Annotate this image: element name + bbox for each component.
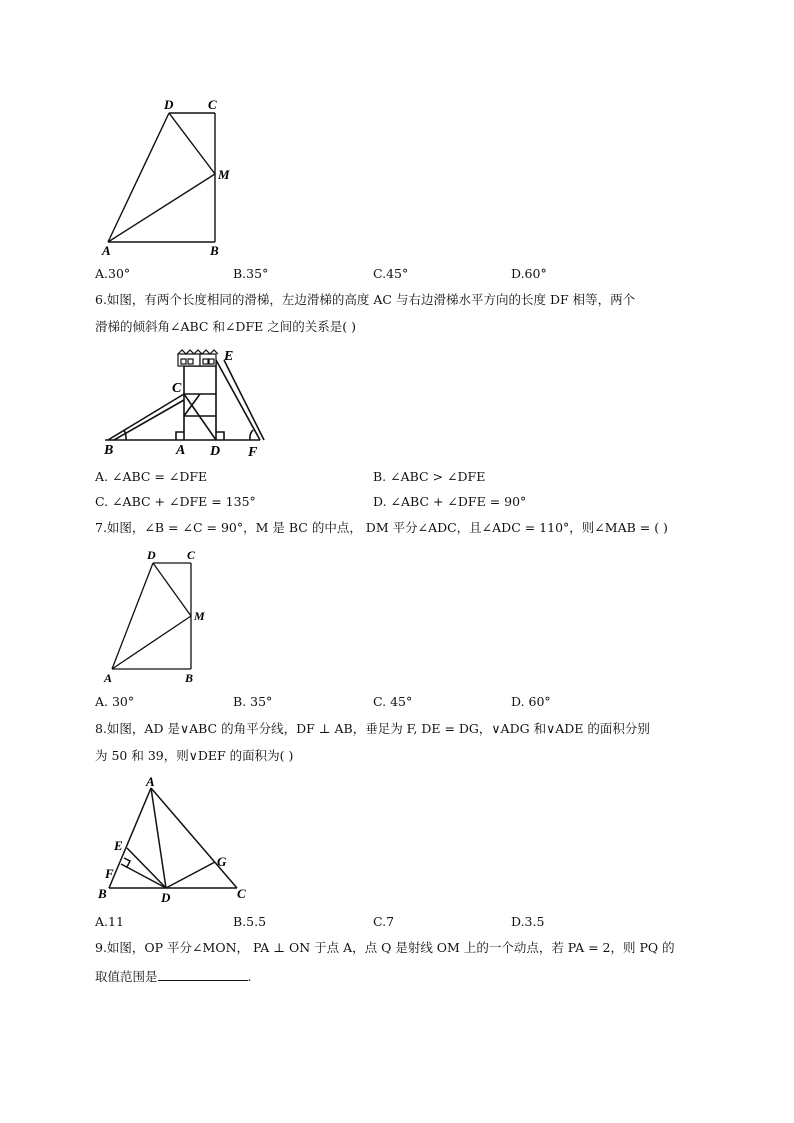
q6-label-A: A	[176, 443, 186, 458]
q8-label-E: E	[114, 838, 123, 853]
q7-option-b[interactable]: B. 35°	[233, 694, 273, 709]
q5-figure	[96, 94, 246, 260]
q6-figure	[100, 344, 280, 460]
q7-option-a[interactable]: A. 30°	[95, 694, 135, 709]
q8-stem-line1: 8.如图，AD 是∨ABC 的角平分线，DF ⊥ AB，垂足为 F, DE = DG，∨ADG 和∨ADE 的面积分别	[95, 721, 650, 736]
q6-stem-line2: 滑梯的倾斜角∠ABC 和∠DFE 之间的关系是( )	[95, 319, 356, 334]
q5-label-A: A	[102, 243, 111, 258]
q8-stem-line2: 为 50 和 39，则∨DEF 的面积为( )	[95, 748, 294, 763]
q8-label-D: D	[161, 890, 171, 905]
q6-label-F: F	[248, 445, 258, 460]
q6-option-b[interactable]: B. ∠ABC > ∠DFE	[373, 469, 486, 484]
q6-label-B: B	[104, 443, 114, 458]
q6-option-c[interactable]: C. ∠ABC + ∠DFE = 135°	[95, 494, 256, 509]
q9-stem-line1: 9.如图，OP 平分∠MON， PA ⊥ ON 于点 A，点 Q 是射线 OM 上的一个动点，若 PA = 2，则 PQ 的	[95, 940, 675, 955]
q5-label-B: B	[210, 243, 219, 258]
q7-label-D: D	[147, 548, 156, 562]
q6-option-d[interactable]: D. ∠ABC + ∠DFE = 90°	[373, 494, 527, 509]
q8-label-A: A	[146, 774, 155, 789]
q5-option-b[interactable]: B.35°	[233, 266, 269, 281]
q5-label-D: D	[164, 97, 174, 112]
q5-label-C: C	[208, 97, 217, 112]
q5-option-a[interactable]: A.30°	[95, 266, 131, 281]
q7-label-M: M	[194, 609, 205, 623]
q8-label-G: G	[217, 854, 227, 869]
q6-option-a[interactable]: A. ∠ABC = ∠DFE	[95, 469, 208, 484]
q8-option-b[interactable]: B.5.5	[233, 914, 267, 929]
q9-stem-line2	[95, 968, 252, 985]
q6-stem-line1: 6.如图，有两个长度相同的滑梯，左边滑梯的高度 AC 与右边滑梯水平方向的长度 DF 相等，两个	[95, 292, 636, 307]
q5-label-M: M	[218, 167, 230, 182]
q8-label-B: B	[98, 886, 107, 901]
q9-stem-suffix: .	[247, 969, 252, 984]
q7-label-A: A	[104, 671, 113, 685]
q8-option-d[interactable]: D.3.5	[511, 914, 545, 929]
q9-stem-prefix: 取值范围是	[95, 969, 158, 984]
q7-label-C: C	[187, 548, 196, 562]
q6-label-D: D	[210, 444, 221, 459]
q7-stem-line1: 7.如图，∠B = ∠C = 90°，M 是 BC 的中点， DM 平分∠ADC，且∠ADC = 110°，则∠MAB = ( )	[95, 520, 668, 535]
q7-option-c[interactable]: C. 45°	[373, 694, 413, 709]
q7-figure	[98, 544, 228, 686]
q8-label-F: F	[105, 866, 114, 881]
q8-label-C: C	[237, 886, 246, 901]
q5-option-c[interactable]: C.45°	[373, 266, 409, 281]
q8-option-c[interactable]: C.7	[373, 914, 395, 929]
q7-option-d[interactable]: D. 60°	[511, 694, 551, 709]
q5-option-d[interactable]: D.60°	[511, 266, 547, 281]
q8-figure	[95, 774, 265, 910]
q7-label-B: B	[185, 671, 194, 685]
q8-option-a[interactable]: A.11	[95, 914, 124, 929]
q6-label-C: C	[172, 381, 182, 396]
q6-label-E: E	[224, 349, 234, 364]
q9-answer-blank[interactable]	[158, 968, 248, 981]
